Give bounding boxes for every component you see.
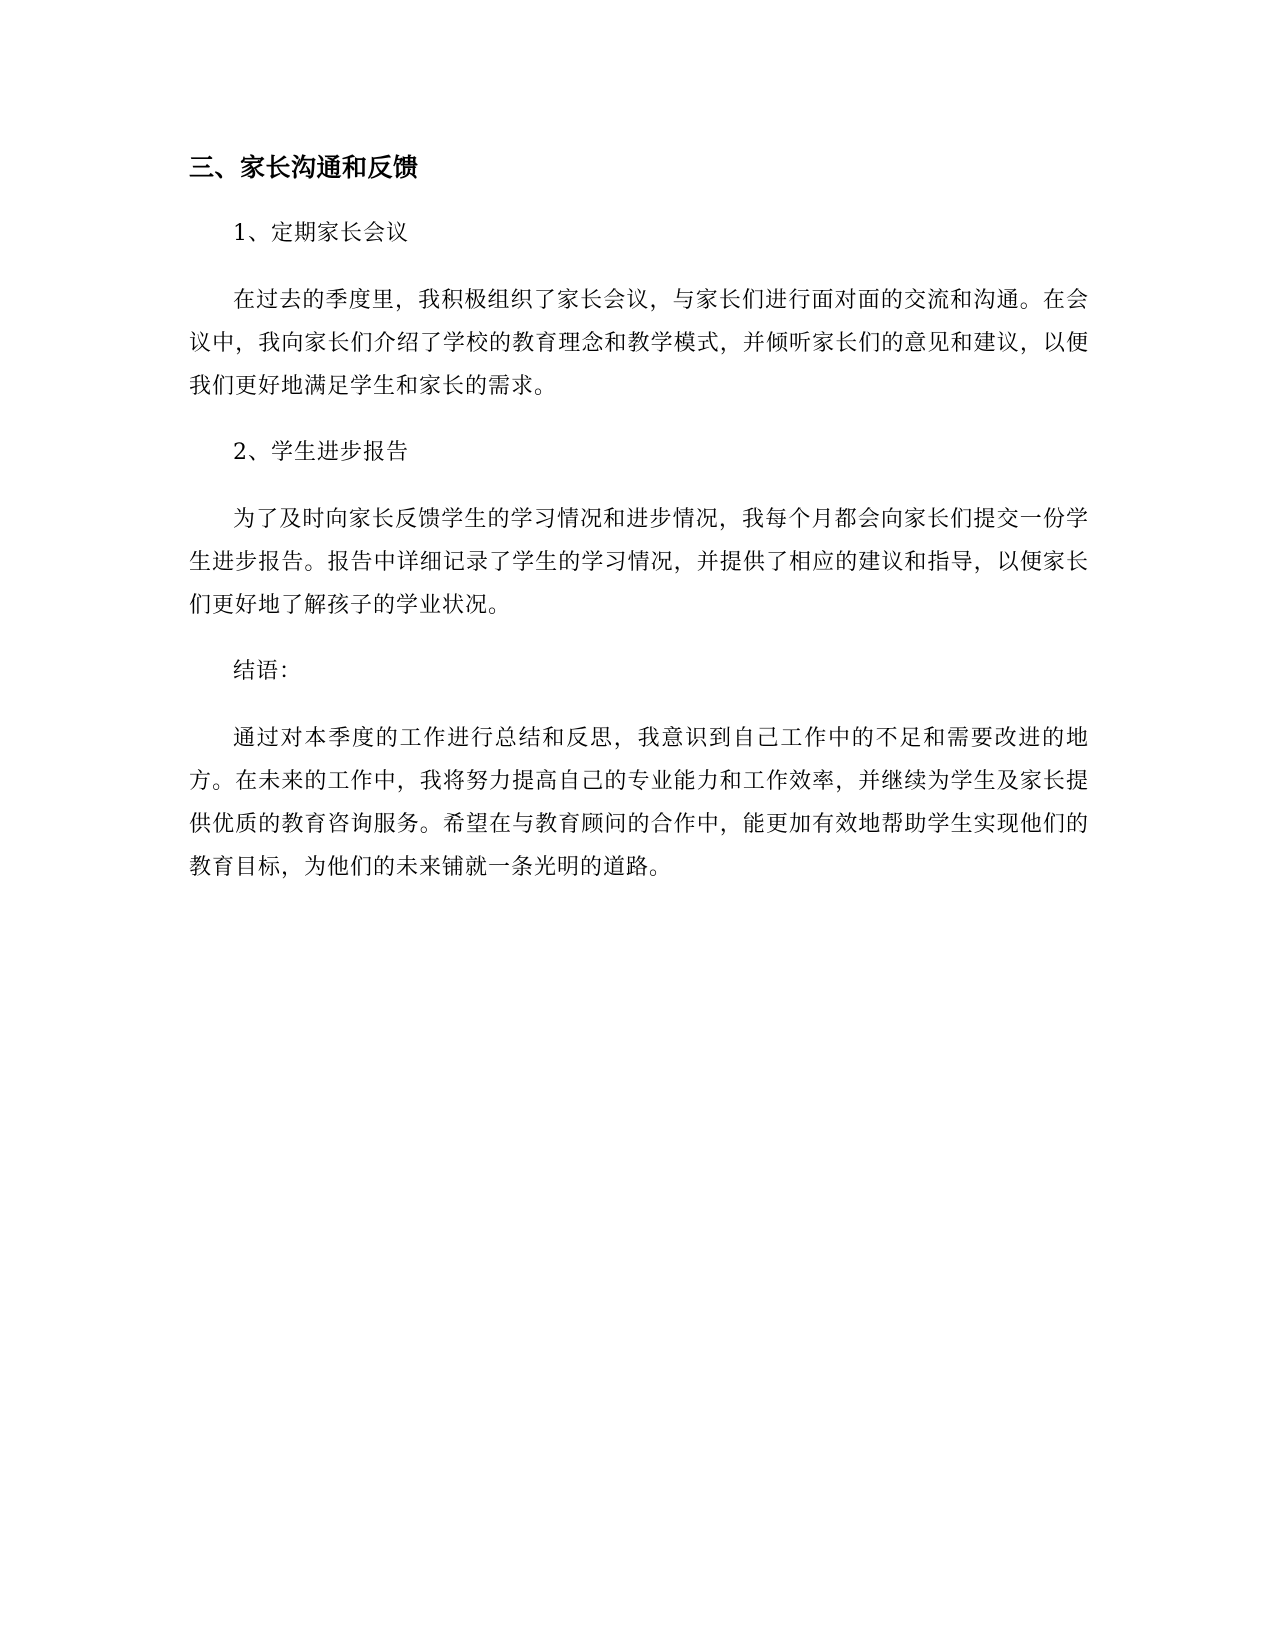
section-title: 三、家长沟通和反馈 <box>189 153 419 182</box>
document-content <box>189 148 1089 914</box>
conclusion-heading: 结语： <box>233 659 303 684</box>
paragraph-progress-report: 为了及时向家长反馈学生的学习情况和进步情况，我每个月都会向家长们提交一份学生进步报告。报告中详细记录了学生的学习情况，并提供了相应的建议和指导，以便家长们更好地了解孩子的学业状况。 <box>189 507 1089 618</box>
paragraph-parent-meetings: 在过去的季度里，我积极组织了家长会议，与家长们进行面对面的交流和沟通。在会议中，我向家长们介绍了学校的教育理念和教学模式，并倾听家长们的意见和建议，以便我们更好地满足学生和家长的需求。 <box>189 288 1089 399</box>
paragraph-conclusion: 通过对本季度的工作进行总结和反思，我意识到自己工作中的不足和需要改进的地方。在未来的工作中，我将努力提高自己的专业能力和工作效率，并继续为学生及家长提供优质的教育咨询服务。希望在与教育顾问的合作中，能更加有效地帮助学生实现他们的教育目标，为他们的未来铺就一条光明的道路。 <box>189 726 1089 880</box>
subsection-heading-progress-report: 2、学生进步报告 <box>233 440 409 465</box>
subsection-heading-parent-meetings: 1、定期家长会议 <box>233 221 409 246</box>
